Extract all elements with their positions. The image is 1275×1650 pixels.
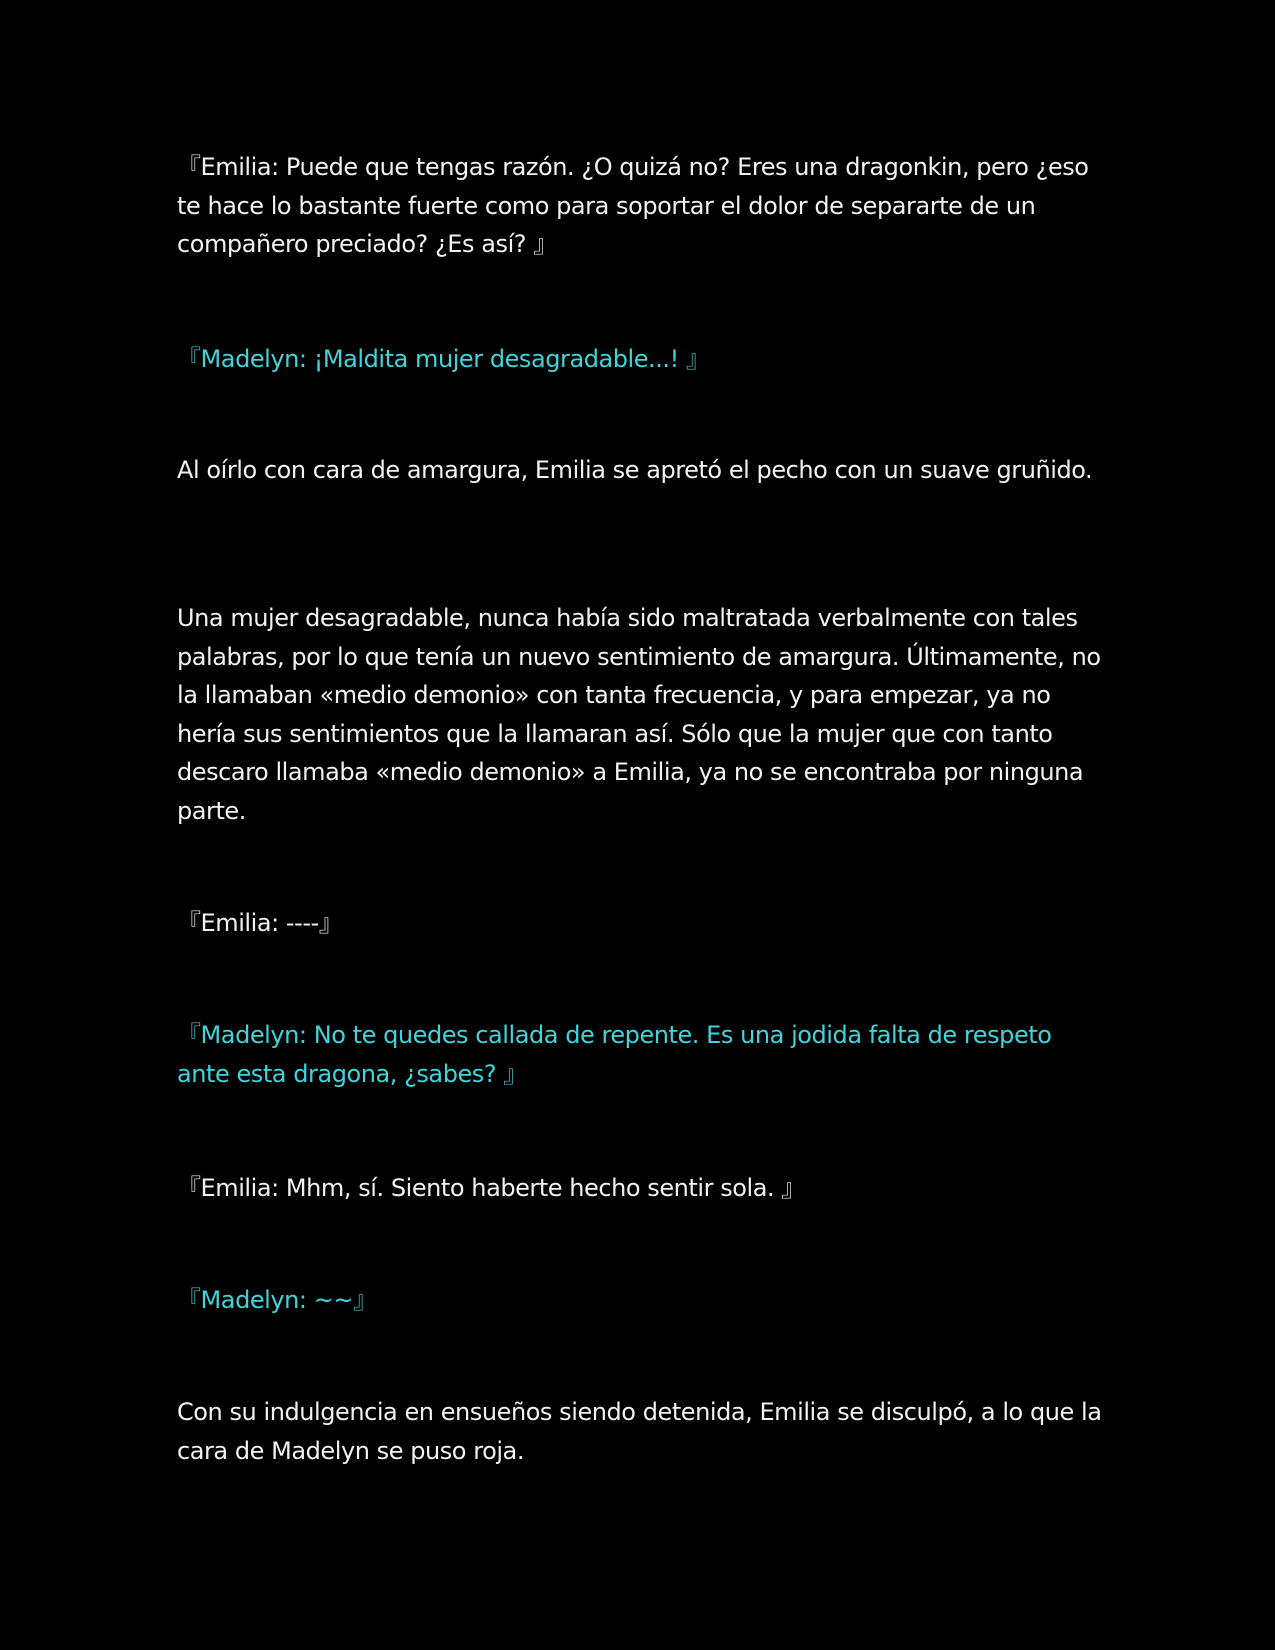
dialogue-madelyn: 『Madelyn: ¡Maldita mujer desagradable...! 』 [177,345,710,373]
narration-paragraph: Al oírlo con cara de amargura, Emilia se apretó el pecho con un suave gruñido. [177,456,1093,484]
dialogue-madelyn: 『Madelyn: No te quedes callada de repente. Es una jodida falta de respeto ante esta dragona, ¿sabes? 』 [177,1021,1059,1088]
dialogue-emilia: 『Emilia: ----』 [177,909,343,937]
narration-paragraph: Con su indulgencia en ensueños siendo detenida, Emilia se disculpó, a lo que la cara de Madelyn se puso roja. [177,1398,1109,1465]
narration-paragraph: Una mujer desagradable, nunca había sido maltratada verbalmente con tales palabras, por lo que tenía un nuevo sentimiento de amargura. Últimamente, no la llamaban «medio demonio» con tanta frecuencia, y para empezar, ya no hería sus sentimientos que la llamaran así. Sólo que la mujer que con tanto descaro llamaba «medio demonio» a Emilia, ya no se encontraba por ninguna parte. [177,604,1108,825]
dialogue-madelyn: 『Madelyn: ~~』 [177,1286,377,1314]
dialogue-emilia: 『Emilia: Puede que tengas razón. ¿O quizá no? Eres una dragonkin, pero ¿eso te hace lo bastante fuerte como para soportar el dolor de separarte de un compañero preciado? ¿Es así? 』 [177,153,1096,258]
dialogue-emilia: 『Emilia: Mhm, sí. Siento haberte hecho sentir sola. 』 [177,1174,805,1202]
